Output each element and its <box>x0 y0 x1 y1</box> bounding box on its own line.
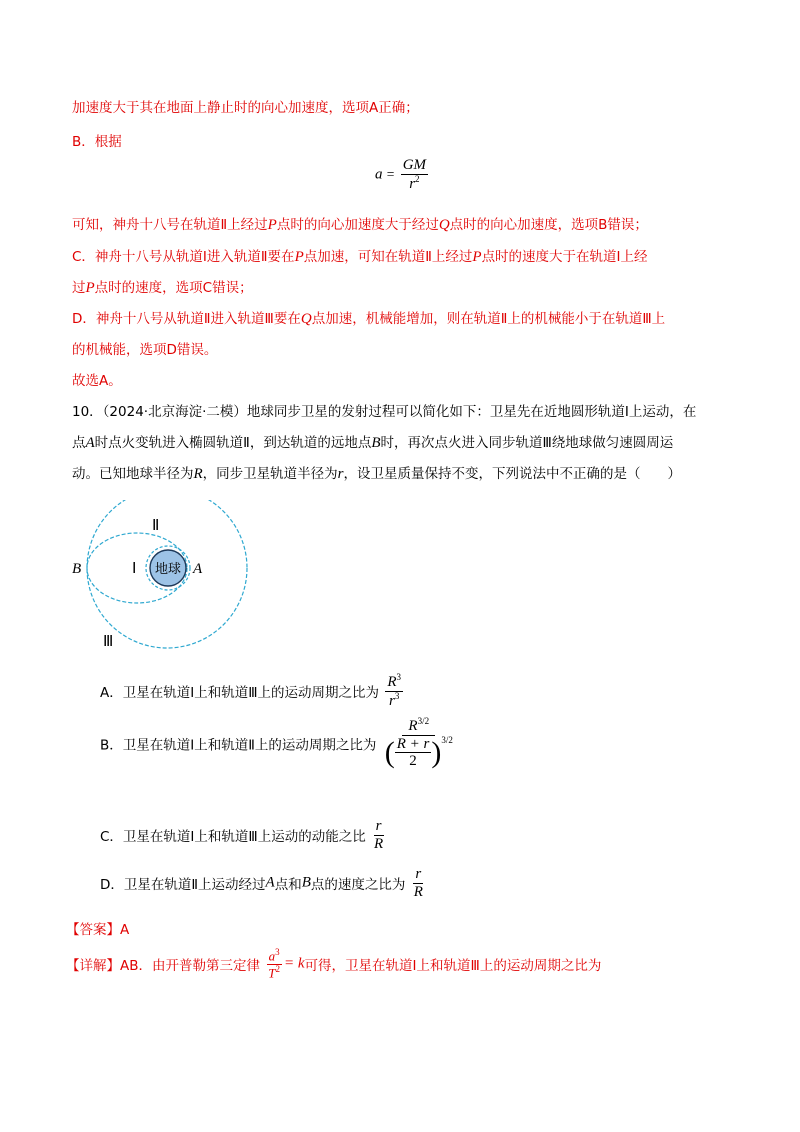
point-b-label: B <box>72 561 82 577</box>
solution-line-3: 可知，神舟十八号在轨道Ⅱ上经过P点时的向心加速度大于经过Q点时的向心加速度，选项B错误； <box>72 217 648 233</box>
answer-tag: 【答案】 <box>66 922 120 938</box>
option-a[interactable]: A．卫星在轨道Ⅰ上和轨道Ⅲ上的运动周期之比为 $\frac{R^3}{r^3}$ <box>100 672 401 709</box>
point-a-label: A <box>193 561 203 577</box>
solution-line-2 <box>72 130 122 150</box>
kepler-fraction: $\frac{a^3}{T^2}$ <box>268 947 281 980</box>
option-c-fraction: $\frac{r}{R}$ <box>374 818 384 852</box>
earth-label: 地球 <box>154 562 182 577</box>
solution-line-5: 过P点时的速度，选项C错误； <box>72 280 253 296</box>
formula-var: a <box>375 166 383 183</box>
text: B．根据 <box>72 134 122 150</box>
option-a-fraction: $\frac{R^3}{r^3}$ <box>387 672 401 709</box>
detail-line: 【详解】AB．由开普勒第三定律 $\frac{a^3}{T^2}$ = k可得，卫星在轨道Ⅰ上和轨道Ⅲ上的运动周期之比为 <box>66 947 602 980</box>
formula-fraction <box>401 157 428 192</box>
orbit-diagram <box>60 500 260 650</box>
solution-line-8: 故选A。 <box>72 373 122 389</box>
option-d[interactable]: D．卫星在轨道Ⅱ上运动经过A点和B点的速度之比为 $\frac{r}{R}$ <box>100 866 423 900</box>
solution-line-7: 的机械能，选项D错误。 <box>72 342 218 358</box>
solution-line-6: D．神舟十八号从轨道Ⅱ进入轨道Ⅲ要在Q点加速，机械能增加，则在轨道Ⅱ上的机械能小于在轨道Ⅲ上 <box>72 311 666 327</box>
option-b-fraction: $R^{3/2}$ ( $\frac{R + r}{2}$ ) 3/2 <box>384 716 453 769</box>
formula-eq: = <box>386 166 395 182</box>
formula-numerator: GM <box>402 157 427 173</box>
orbit-i-label: Ⅰ <box>132 561 137 577</box>
option-b[interactable]: B．卫星在轨道Ⅰ上和轨道Ⅱ上的运动周期之比为 $R^{3/2}$ ( $\frac{R + r}{2}$ ) 3/2 <box>100 716 453 769</box>
text: 加速度大于其在地面上静止时的向心加速度，选项A正确； <box>72 100 419 116</box>
formula-denominator: $r^2$ <box>409 173 420 192</box>
answer-value: A <box>120 922 130 938</box>
option-c[interactable]: C．卫星在轨道Ⅰ上和轨道Ⅲ上运动的动能之比 $\frac{r}{R}$ <box>100 818 384 852</box>
question-line-2: 点A时点火变轨进入椭圆轨道Ⅱ，到达轨道的远地点B时，再次点火进入同步轨道Ⅲ绕地球做匀速圆周运 <box>72 435 674 451</box>
orbit-ii-label: Ⅱ <box>152 518 160 534</box>
solution-line-1 <box>72 96 419 116</box>
question-line-3: 动。已知地球半径为R，同步卫星轨道半径为r，设卫星质量保持不变，下列说法中不正确的是（ ） <box>72 466 682 482</box>
answer-line <box>66 918 129 938</box>
orbit-iii-label: Ⅲ <box>103 634 114 650</box>
formula-gm-r2 <box>375 157 430 192</box>
option-d-fraction: $\frac{r}{R}$ <box>413 866 423 900</box>
question-line-1: 10．（2024·北京海淀·二模）地球同步卫星的发射过程可以简化如下：卫星先在近地圆形轨道Ⅰ上运动，在 <box>72 404 697 420</box>
solution-line-4: C．神舟十八号从轨道Ⅰ进入轨道Ⅱ要在P点加速，可知在轨道Ⅱ上经过P点时的速度大于在轨道Ⅰ上经 <box>72 249 648 265</box>
